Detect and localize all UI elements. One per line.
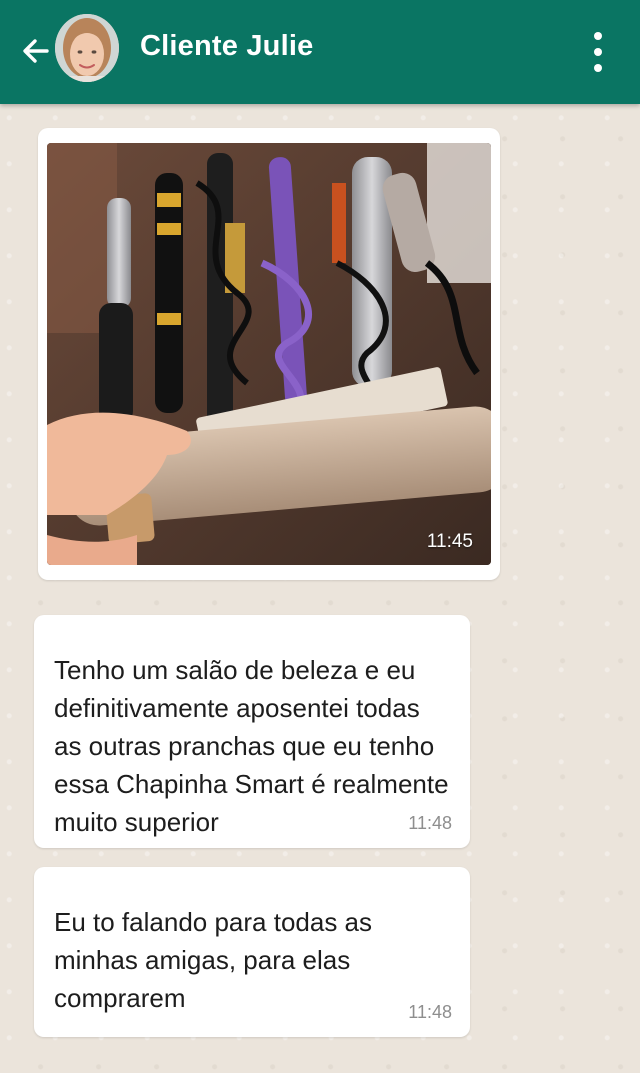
more-vertical-icon <box>594 32 602 40</box>
text-message[interactable] <box>34 615 470 848</box>
hair-tools-photo <box>47 143 491 565</box>
message-text: Eu to falando para todas as minhas amigas, para elas comprarem <box>54 907 373 1013</box>
text-message[interactable] <box>34 867 470 1037</box>
image-timestamp: 11:45 <box>426 531 473 552</box>
message-timestamp: 11:48 <box>408 1002 452 1022</box>
message-photo[interactable] <box>47 143 491 565</box>
avatar[interactable] <box>55 14 119 82</box>
chat-header <box>0 0 640 104</box>
more-options-button[interactable] <box>584 28 612 76</box>
image-message[interactable] <box>38 128 500 580</box>
chat-title[interactable]: Cliente Julie <box>140 30 314 62</box>
message-text: Tenho um salão de beleza e eu definitivamente aposentei todas as outras pranchas que eu tenho essa Chapinha Smart é realmente muito superior <box>54 655 449 837</box>
arrow-left-icon <box>21 36 51 66</box>
message-timestamp: 11:48 <box>408 813 452 833</box>
contact-photo <box>55 14 119 82</box>
back-button[interactable] <box>20 32 52 70</box>
